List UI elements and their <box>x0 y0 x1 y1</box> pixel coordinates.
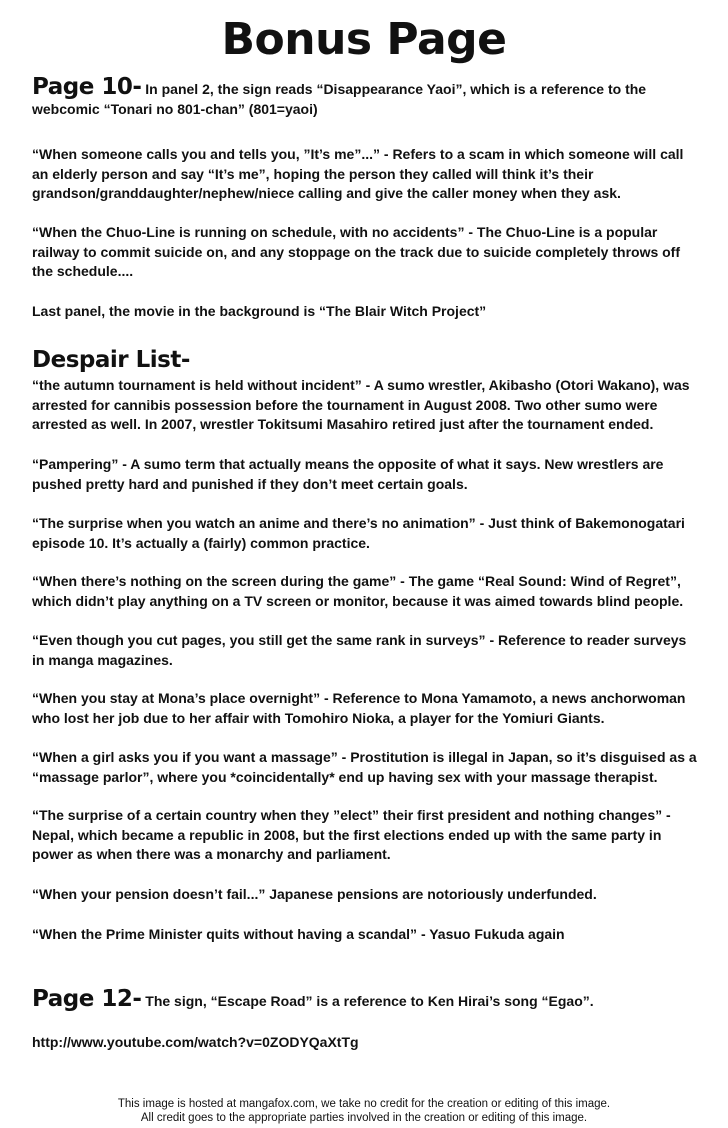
page10-intro <box>32 74 702 119</box>
despair-item-prime-minister: “When the Prime Minister quits without having a scandal” - Yasuo Fukuda again <box>32 926 565 942</box>
credit-line-1: This image is hosted at mangafox.com, we take no credit for the creation or editing of this image. <box>117 1098 611 1110</box>
despair-item-no-animation: “The surprise when you watch an anime and there’s no animation” - Just think of Bakemonogatari episode 10. It’s actually a (fairly) common practice. <box>32 515 685 551</box>
page12-intro-text: The sign, “Escape Road” is a reference to Ken Hirai’s song “Egao”. <box>145 993 594 1009</box>
despair-list-heading: Despair List- <box>32 347 190 373</box>
credit-footer <box>0 1097 728 1125</box>
despair-item-massage: “When a girl asks you if you want a massage” - Prostitution is illegal in Japan, so it’s disguised as a “massage parlor”, where you *coincidentally* end up having sex with your massage therapist. <box>32 749 697 785</box>
page10-note-scam: “When someone calls you and tells you, ”It’s me”...” - Refers to a scam in which someone will call an elderly person and say “It’s me”, hoping the person they called will think it’s their grandson/granddaughter/nephew/niece calling and give the caller money when they ask. <box>32 146 684 201</box>
page10-heading: Page 10- <box>32 74 142 100</box>
youtube-link: http://www.youtube.com/watch?v=0ZODYQaXtTg <box>32 1034 359 1050</box>
despair-item-nepal: “The surprise of a certain country when they ”elect” their first president and nothing changes” - Nepal, which became a republic in 2008, but the first elections ended up with the same party in power as when there was a monarchy and parliament. <box>32 807 671 862</box>
despair-item-pension: “When your pension doesn’t fail...” Japanese pensions are notoriously underfunded. <box>32 886 597 902</box>
despair-item-real-sound: “When there’s nothing on the screen during the game” - The game “Real Sound: Wind of Regret”, which didn’t play anything on a TV screen or monitor, because it was aimed towards blind people. <box>32 573 684 609</box>
despair-item-mona: “When you stay at Mona’s place overnight” - Reference to Mona Yamamoto, a news anchorwoman who lost her job due to her affair with Tomohiro Nioka, a player for the Yomiuri Giants. <box>32 690 686 726</box>
credit-line-2: All credit goes to the appropriate parties involved in the creation or editing of this image. <box>140 1112 588 1124</box>
page-title: Bonus Page <box>221 14 507 65</box>
page10-intro-text: In panel 2, the sign reads “Disappearance Yaoi”, which is a reference to the webcomic “Tonari no 801-chan” (801=yaoi) <box>32 81 647 117</box>
despair-item-pampering: “Pampering” - A sumo term that actually means the opposite of what it says. New wrestlers are pushed pretty hard and punished if they don’t meet certain goals. <box>32 456 664 492</box>
despair-item-surveys: “Even though you cut pages, you still get the same rank in surveys” - Reference to reader surveys in manga magazines. <box>32 632 687 668</box>
page10-note-chuo-line: “When the Chuo-Line is running on schedule, with no accidents” - The Chuo-Line is a popular railway to commit suicide on, and any stoppage on the track due to suicide completely throws off the schedule.... <box>32 224 681 279</box>
despair-item-sumo-tournament: “the autumn tournament is held without incident” - A sumo wrestler, Akibasho (Otori Wakano), was arrested for cannibis possession before the tournament in August 2008. Two other sumo were arrested as well. In 2007, wrestler Tokitsumi Masahiro retired just after the tournament ended. <box>32 377 690 432</box>
page10-note-blair-witch: Last panel, the movie in the background is “The Blair Witch Project” <box>32 303 487 319</box>
page12-heading: Page 12- <box>32 986 142 1012</box>
page12-intro <box>32 986 702 1012</box>
